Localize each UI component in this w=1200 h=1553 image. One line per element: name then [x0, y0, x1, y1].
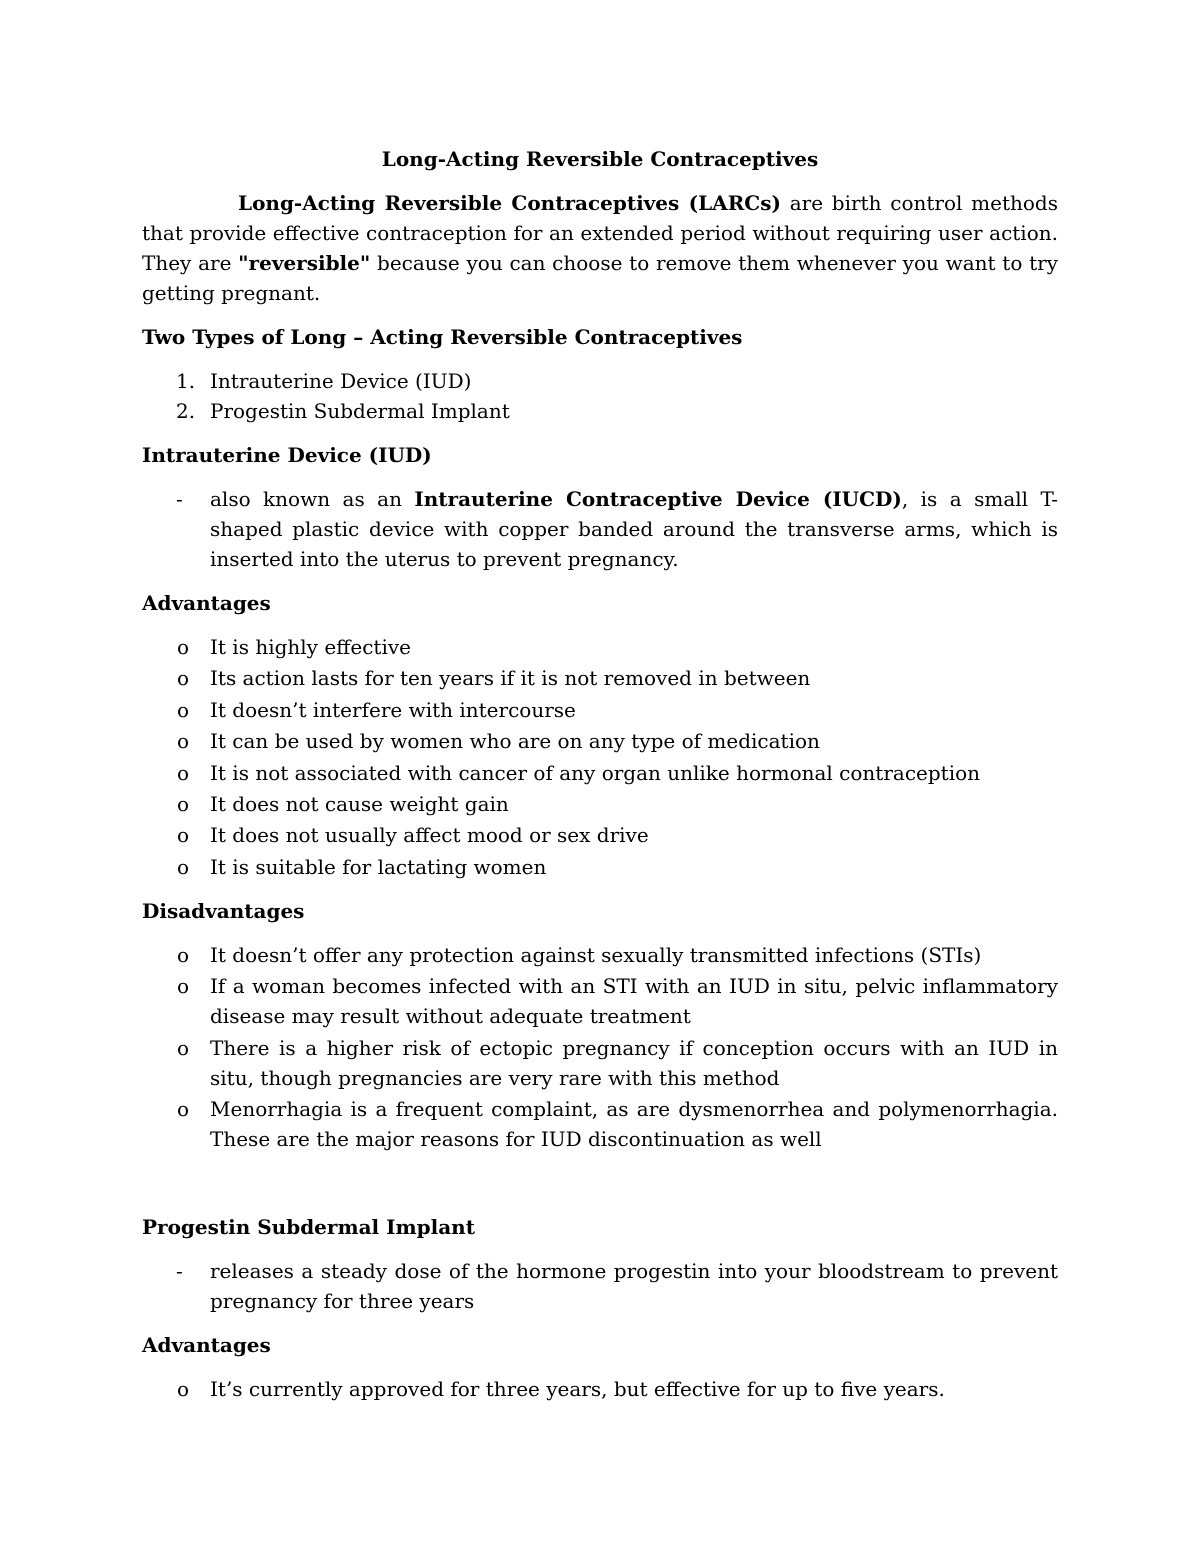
list-item-text: There is a higher risk of ectopic pregnancy if conception occurs with an IUD in situ, though pregnancies are very rare with this method: [210, 1035, 1058, 1090]
list-item-text: It does not usually affect mood or sex drive: [210, 823, 649, 848]
list-item-text: Its action lasts for ten years if it is not removed in between: [210, 666, 811, 691]
intro-paragraph: [142, 188, 1058, 308]
list-item-label: Progestin Subdermal Implant: [210, 399, 510, 423]
list-item-text: It’s currently approved for three years, but effective for up to five years.: [210, 1376, 945, 1401]
list-item: [142, 1094, 1058, 1154]
list-item: [142, 820, 1058, 850]
bullet-icon: o: [177, 974, 190, 999]
iud-disadvantages-list: [142, 940, 1058, 1154]
iud-def-prefix: also known as an: [210, 487, 415, 511]
bullet-icon: o: [177, 635, 190, 659]
list-item: [142, 396, 1058, 426]
intro-bold-term: Long-Acting Reversible Contraceptives (LARCs): [238, 191, 781, 215]
bullet-icon: o: [177, 697, 190, 722]
implant-advantages-heading: Advantages: [142, 1332, 271, 1357]
list-item-text: If a woman becomes infected with an STI with an IUD in situ, pelvic inflammatory disease may result without adequate treatment: [210, 974, 1058, 1029]
section-spacer: [142, 1168, 1058, 1212]
types-heading: Two Types of Long – Acting Reversible Contraceptives: [142, 325, 743, 349]
list-item: [142, 971, 1058, 1031]
bullet-icon: o: [177, 791, 190, 816]
intro-text-1: are birth control methods that provide effective contraception for an extended period without requiring user action. They are: [142, 191, 1058, 275]
bullet-icon: o: [177, 1035, 190, 1060]
list-item: [142, 366, 1058, 396]
list-item: [142, 632, 1058, 662]
bullet-icon: o: [177, 760, 190, 785]
iud-def-suffix: , is a small T-shaped plastic device with copper banded around the transverse arms, which is inserted into the uterus to prevent pregnancy.: [210, 487, 1058, 571]
list-item: [142, 940, 1058, 970]
list-item-text: Menorrhagia is a frequent complaint, as are dysmenorrhea and polymenorrhagia. These are the major reasons for IUD discontinuation as well: [210, 1096, 1058, 1151]
bullet-icon: o: [177, 1096, 190, 1121]
bullet-icon: o: [177, 1376, 190, 1401]
list-item: [142, 695, 1058, 725]
list-item-text: It is highly effective: [210, 635, 411, 659]
list-item-text: It is suitable for lactating women: [210, 854, 547, 879]
implant-definition: [142, 1256, 1058, 1316]
bullet-icon: o: [177, 729, 190, 754]
list-number: 2.: [176, 399, 196, 423]
implant-advantages-list: [142, 1374, 1058, 1404]
iud-heading: Intrauterine Device (IUD): [142, 443, 432, 467]
list-item: [142, 1033, 1058, 1093]
intro-text-2: because you can choose to remove them whenever you want to try getting pregnant.: [142, 251, 1059, 305]
list-item-label: Intrauterine Device (IUD): [210, 369, 472, 393]
implant-def-text: releases a steady dose of the hormone progestin into your bloodstream to prevent pregnancy for three years: [210, 1258, 1058, 1313]
bullet-icon: o: [177, 666, 190, 691]
list-item-text: It doesn’t offer any protection against sexually transmitted infections (STIs): [210, 942, 982, 967]
bullet-icon: o: [177, 823, 190, 848]
list-item: [142, 1374, 1058, 1404]
list-item-text: It can be used by women who are on any type of medication: [210, 729, 820, 754]
list-item: [142, 852, 1058, 882]
list-item: [142, 758, 1058, 788]
iud-advantages-heading: Advantages: [142, 591, 271, 615]
list-item: [142, 789, 1058, 819]
implant-heading: Progestin Subdermal Implant: [142, 1214, 475, 1239]
intro-bold-word: "reversible": [238, 251, 371, 275]
list-item-text: It is not associated with cancer of any organ unlike hormonal contraception: [210, 760, 981, 785]
dash-bullet: -: [176, 487, 183, 511]
list-item-text: It doesn’t interfere with intercourse: [210, 697, 576, 722]
list-item: [142, 726, 1058, 756]
bullet-icon: o: [177, 942, 190, 967]
iud-def-bold: Intrauterine Contraceptive Device (IUCD): [414, 487, 902, 511]
list-item-text: It does not cause weight gain: [210, 791, 509, 816]
list-item: [142, 663, 1058, 693]
iud-advantages-list: [142, 632, 1058, 882]
types-list: [142, 366, 1058, 426]
iud-definition: [142, 484, 1058, 574]
document-title: Long-Acting Reversible Contraceptives: [381, 147, 819, 171]
dash-bullet: -: [176, 1258, 183, 1283]
bullet-icon: o: [177, 854, 190, 879]
list-number: 1.: [176, 369, 196, 393]
iud-disadvantages-heading: Disadvantages: [142, 898, 305, 923]
